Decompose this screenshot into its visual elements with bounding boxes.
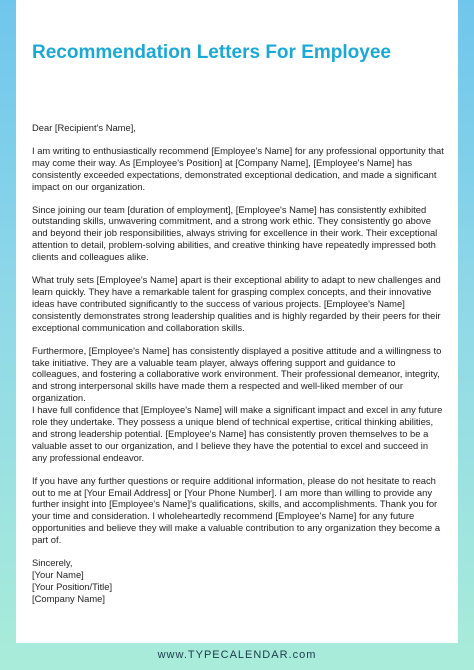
- paragraph-contact: If you have any further questions or require additional information, please do not hesitate to reach out to me at [Your Email Address] or [Your Phone Number]. I am more than willing to provide any further insight into [Employee's Name]'s qualifications, skills, and accomplishments. Thank you for your time and consideration. I wholeheartedly recommend [Employee's Name] for any future opportunities and believe they will make a valuable contribution to any organization they become a part of.: [32, 474, 441, 546]
- paragraph-skills: Since joining our team [duration of employment], [Employee's Name] has consistently exhibited outstanding skills, unwavering commitment, and a strong work ethic. They consistently go above and beyond their job responsibilities, always striving for excellence in their work. Their exceptional attention to detail, problem-solving abilities, and creative thinking have repeatedly impressed both clients and colleagues alike.: [32, 203, 438, 263]
- footer-website: www.TYPECALENDAR.com: [157, 649, 317, 661]
- signature-name: [Your Name]: [32, 569, 84, 581]
- paragraph-adaptability: What truly sets [Employee's Name] apart is their exceptional ability to adapt to new challenges and learn quickly. They have a remarkable talent for grasping complex concepts, and their innovative ideas have contributed significantly to the success of various projects. [Employee's Name] consistently demonstrates strong leadership qualities and is highly regarded by their peers for their exceptional communication and collaboration skills.: [32, 274, 441, 333]
- closing: Sincerely,: [32, 557, 73, 569]
- paragraph-confidence: I have full confidence that [Employee's Name] will make a significant impact and excel in any future role they undertake. They possess a unique blend of technical expertise, critical thinking abilities, and strong leadership potential. [Employee's Name] has consistently proven themselves to be a valuable asset to our organization, and I believe they have the potential to excel and succeed in any professional endeavor.: [32, 404, 443, 463]
- signature-block: [32, 557, 444, 605]
- letter-body: [32, 122, 444, 605]
- signature-title: [Your Position/Title]: [32, 581, 113, 593]
- paragraph-attitude: Furthermore, [Employee's Name] has consistently displayed a positive attitude and a willingness to take initiative. They are a valuable team player, always offering support and guidance to colleagues, and fostering a collaborative work environment. Their professional demeanor, integrity, and strong interpersonal skills have made them a respected and well-liked member of our organization.: [32, 344, 442, 404]
- paragraph-intro: I am writing to enthusiastically recommend [Employee's Name] for any professional opportunity that may come their way. As [Employee's Position] at [Company Name], [Employee's Name] has consistently exceeded expectations, demonstrated exceptional dedication, and made a significant impact on our organization.: [32, 144, 444, 192]
- signature-company: [Company Name]: [32, 593, 105, 605]
- salutation: Dear [Recipient's Name],: [32, 122, 136, 133]
- document-title: Recommendation Letters For Employee: [32, 42, 391, 63]
- letter-page: [16, 0, 458, 643]
